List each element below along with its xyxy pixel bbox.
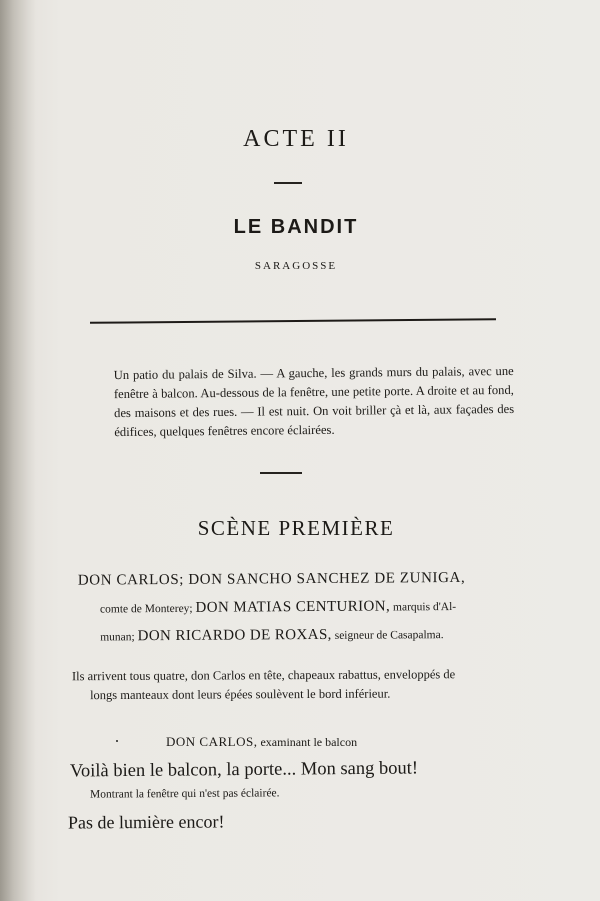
setting-description: Un patio du palais de Silva. — A gauche, les grands murs du palais, avec une fenêtre à balcon. Au-dessous de la fenêtre, une petite porte. A droite et au fond, des maisons et des rues. — Il est nuit. On voit briller çà et là, aux façades des édifices, quelques fenêtres encore éclairées. bbox=[113, 363, 515, 440]
stage-direction-line: Ils arrivent tous quatre, don Carlos en tête, chapeaux rabattus, enveloppés de bbox=[71, 667, 456, 684]
divider-rule bbox=[260, 472, 302, 474]
cast-name: DON MATIAS CENTURION, bbox=[195, 598, 391, 616]
act-name: LE BANDIT bbox=[233, 216, 359, 238]
cast-title: marquis d'Al- bbox=[392, 601, 457, 614]
stage-direction-line: longs manteaux dont leurs épées soulèvent le bord inférieur. bbox=[90, 686, 391, 703]
divider-rule bbox=[274, 182, 302, 184]
cast-line bbox=[78, 564, 548, 595]
act-title: ACTE II bbox=[243, 126, 349, 152]
verse-line: Pas de lumière encor! bbox=[67, 811, 225, 833]
cast-names: DON CARLOS; DON SANCHO SANCHEZ DE ZUNIGA, bbox=[77, 569, 466, 589]
cast-line bbox=[78, 592, 548, 623]
cast-title: comte de Monterey; bbox=[99, 602, 193, 616]
section-rule bbox=[90, 318, 496, 324]
speaker-name: DON CARLOS, bbox=[166, 734, 258, 749]
act-place: SARAGOSSE bbox=[254, 260, 338, 272]
aside-direction: Montrant la fenêtre qui n'est pas éclairée. bbox=[89, 787, 280, 801]
stage-direction bbox=[72, 665, 542, 705]
speaker-line bbox=[166, 734, 357, 750]
cast-title: munan; bbox=[100, 631, 135, 644]
cast-list bbox=[78, 564, 549, 651]
cast-line bbox=[78, 620, 548, 651]
speaker-note: examinant le balcon bbox=[260, 735, 358, 749]
page bbox=[36, 0, 600, 901]
book-gutter bbox=[0, 0, 36, 901]
scene-title: SCÈNE PREMIÈRE bbox=[197, 516, 395, 540]
verse-line: Voilà bien le balcon, la porte... Mon sang bout! bbox=[69, 758, 419, 782]
cast-name: DON RICARDO DE ROXAS, bbox=[137, 626, 332, 645]
cast-title: seigneur de Casapalma. bbox=[334, 629, 444, 642]
ink-speck bbox=[116, 740, 118, 742]
